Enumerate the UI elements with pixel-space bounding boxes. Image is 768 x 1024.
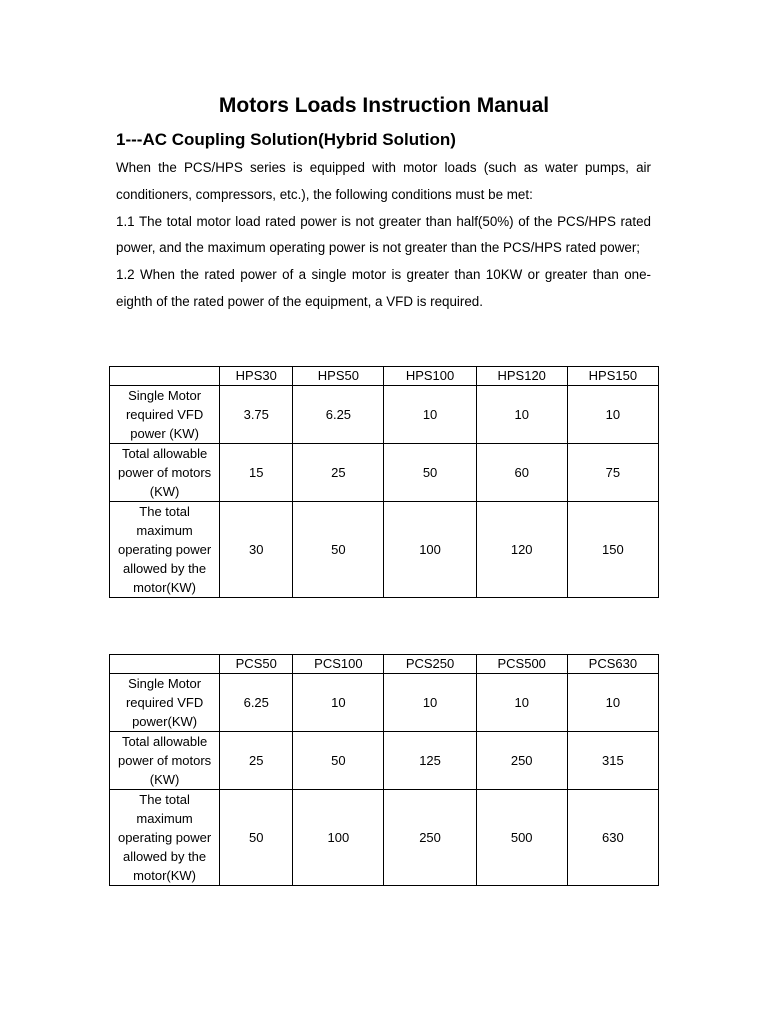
table-row — [110, 732, 659, 790]
document-title: Motors Loads Instruction Manual — [218, 94, 550, 117]
section-heading: 1---AC Coupling Solution(Hybrid Solution) — [116, 130, 456, 149]
table-cell: 150 — [567, 502, 658, 598]
header-cell-pcs50: PCS50 — [220, 655, 293, 674]
table-cell: 25 — [220, 732, 293, 790]
row-label-total-allowable-power: Total allowable power of motors (KW) — [110, 732, 220, 790]
header-cell-hps30: HPS30 — [220, 367, 293, 386]
header-cell-pcs500: PCS500 — [476, 655, 567, 674]
table-row — [110, 386, 659, 444]
table-cell: 100 — [293, 790, 384, 886]
row-label-vfd-power: Single Motor required VFD power(KW) — [110, 674, 220, 732]
header-cell-hps120: HPS120 — [476, 367, 567, 386]
table-cell: 10 — [567, 386, 658, 444]
pcs-spec-table — [109, 654, 659, 886]
table-header-row — [110, 367, 659, 386]
header-cell-pcs100: PCS100 — [293, 655, 384, 674]
header-cell-pcs630: PCS630 — [567, 655, 658, 674]
table-row — [110, 444, 659, 502]
paragraph-rule-1-1: 1.1 The total motor load rated power is not greater than half(50%) of the PCS/HPS rated power, and the maximum operating power is not greater than the PCS/HPS rated power; — [116, 213, 651, 256]
table-cell: 60 — [476, 444, 567, 502]
header-cell-hps100: HPS100 — [384, 367, 476, 386]
row-label-max-operating-power: The total maximum operating power allowed by the motor(KW) — [110, 790, 220, 886]
paragraph-intro: When the PCS/HPS series is equipped with motor loads (such as water pumps, air conditioners, compressors, etc.), the following conditions must be met: — [116, 160, 651, 202]
table-cell: 50 — [293, 502, 384, 598]
row-label-total-allowable-power: Total allowable power of motors (KW) — [110, 444, 220, 502]
table-cell: 10 — [476, 386, 567, 444]
table-cell: 630 — [567, 790, 658, 886]
table-row — [110, 790, 659, 886]
table-cell: 3.75 — [220, 386, 293, 444]
header-cell-empty — [110, 367, 220, 386]
header-cell-pcs250: PCS250 — [384, 655, 476, 674]
table-cell: 15 — [220, 444, 293, 502]
table-cell: 30 — [220, 502, 293, 598]
table-cell: 50 — [293, 732, 384, 790]
table-cell: 50 — [384, 444, 476, 502]
row-label-max-operating-power: The total maximum operating power allowed by the motor(KW) — [110, 502, 220, 598]
table-cell: 250 — [384, 790, 476, 886]
table-cell: 6.25 — [293, 386, 384, 444]
table-cell: 315 — [567, 732, 658, 790]
table-cell: 25 — [293, 444, 384, 502]
paragraph-rule-1-2: 1.2 When the rated power of a single motor is greater than 10KW or greater than one-eighth of the rated power of the equipment, a VFD is required. — [116, 267, 651, 309]
table-cell: 75 — [567, 444, 658, 502]
table-cell: 125 — [384, 732, 476, 790]
table-header-row — [110, 655, 659, 674]
body-text — [116, 155, 651, 316]
table-cell: 10 — [476, 674, 567, 732]
table-cell: 500 — [476, 790, 567, 886]
header-cell-hps150: HPS150 — [567, 367, 658, 386]
table-cell: 50 — [220, 790, 293, 886]
table-cell: 10 — [384, 386, 476, 444]
table-cell: 250 — [476, 732, 567, 790]
header-cell-hps50: HPS50 — [293, 367, 384, 386]
table-cell: 100 — [384, 502, 476, 598]
table-cell: 10 — [567, 674, 658, 732]
table-cell: 10 — [293, 674, 384, 732]
table-cell: 10 — [384, 674, 476, 732]
table-cell: 6.25 — [220, 674, 293, 732]
table-row — [110, 674, 659, 732]
table-row — [110, 502, 659, 598]
hps-spec-table — [109, 366, 659, 598]
row-label-vfd-power: Single Motor required VFD power (KW) — [110, 386, 220, 444]
header-cell-empty — [110, 655, 220, 674]
table-cell: 120 — [476, 502, 567, 598]
